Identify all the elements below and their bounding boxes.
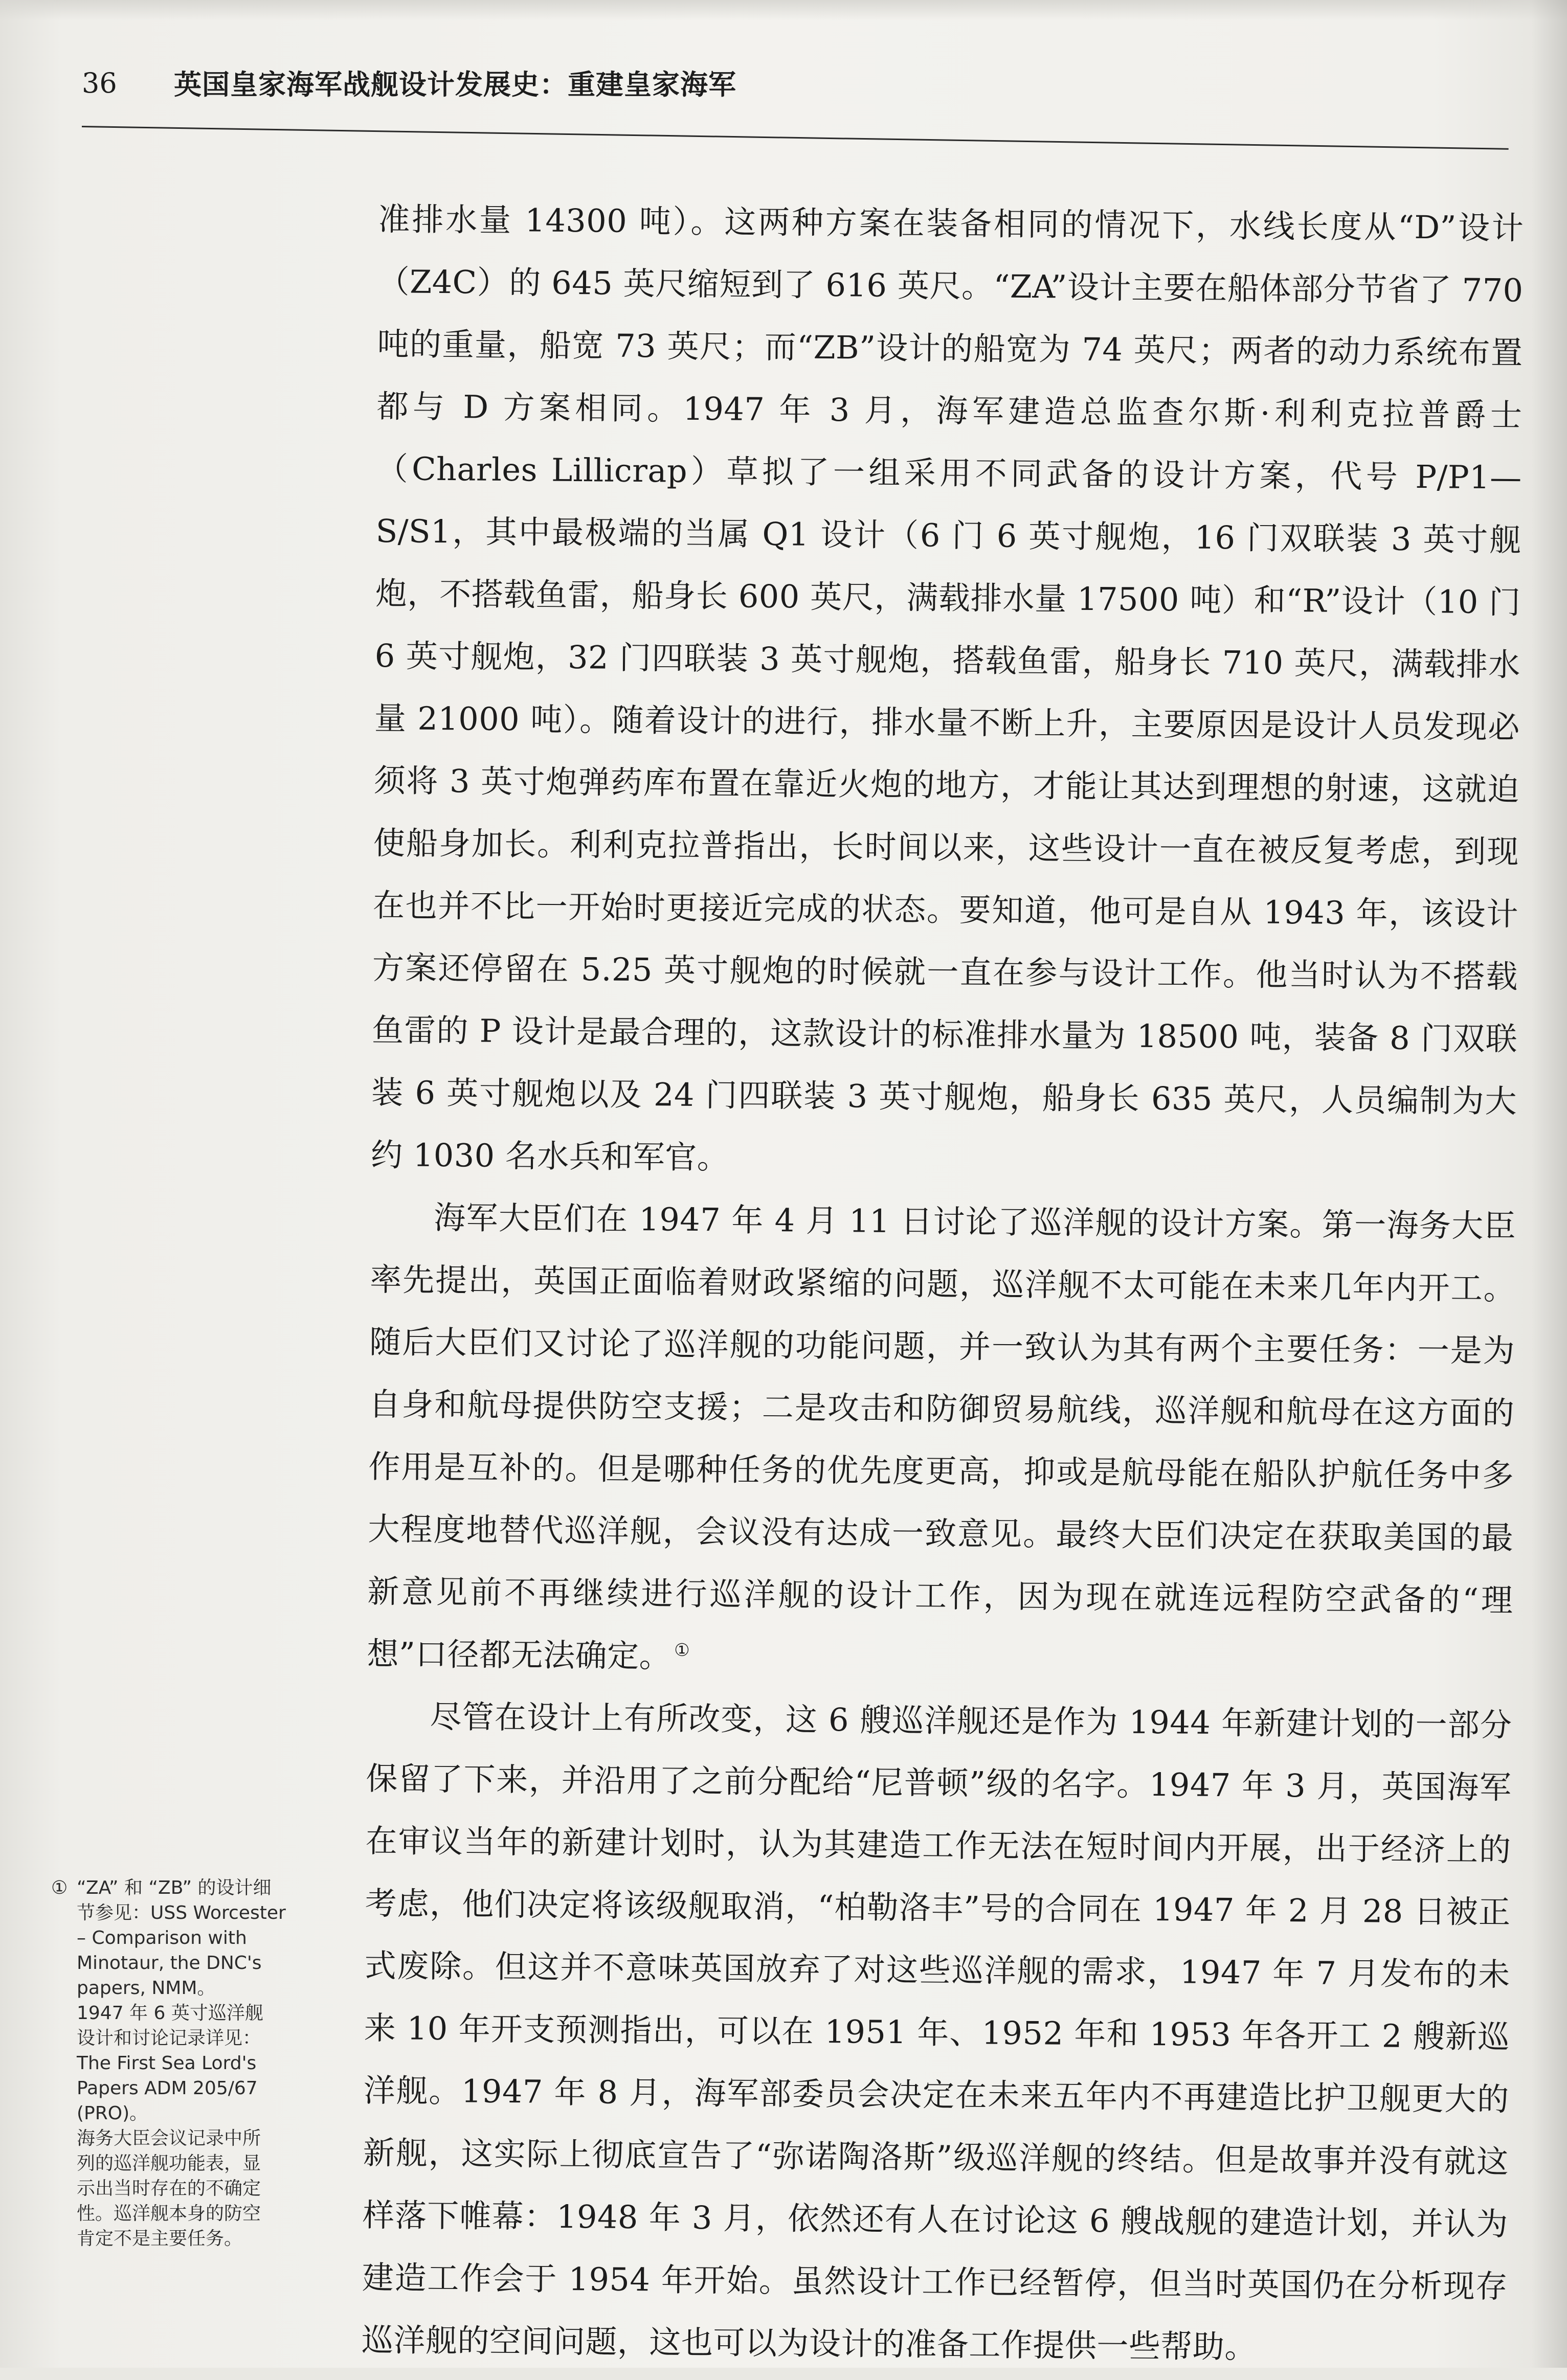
footnote-reference: ① <box>674 1640 690 1661</box>
paragraph-2 <box>367 1186 1516 1694</box>
paragraph-1: 准排水量 14300 吨）。这两种方案在装备相同的情况下，水线长度从“D”设计（Z4C）的 645 英尺缩短到了 616 英尺。“ZA”设计主要在船体部分节省了 770 吨的重量，船宽 73 英尺；而“ZB”设计的船宽为 74 英尺；两者的动力系统布置都与 D 方案相同。1947 年 3 月，海军建造总监查尔斯·利利克拉普爵士（Charles Lillicrap）草拟了一组采用不同武备的设计方案，代号 P/P1—S/S1，其中最极端的当属 Q1 设计（6 门 6 英寸舰炮，16 门双联装 3 英寸舰炮，不搭载鱼雷，船身长 600 英尺，满载排水量 17500 吨）和“R”设计（10 门 6 英寸舰炮，32 门四联装 3 英寸舰炮，搭载鱼雷，船身长 710 英尺，满载排水量 21000 吨）。随着设计的进行，排水量不断上升，主要原因是设计人员发现必须将 3 英寸炮弹药库布置在靠近火炮的地方，才能让其达到理想的射速，这就迫使船身加长。利利克拉普指出，长时间以来，这些设计一直在被反复考虑，到现在也并不比一开始时更接近完成的状态。要知道，他可是自从 1943 年，该设计方案还停留在 5.25 英寸舰炮的时候就一直在参与设计工作。他当时认为不搭载鱼雷的 P 设计是最合理的，这款设计的标准排水量为 18500 吨，装备 8 门双联装 6 英寸舰炮以及 24 门四联装 3 英寸舰炮，船身长 635 英尺，人员编制为大约 1030 名水兵和军官。 <box>370 200 1524 1176</box>
sidenote-line: 1947 年 6 英寸巡洋舰 <box>77 2003 263 2024</box>
sidenote-line: 肯定不是主要任务。 <box>77 2228 243 2249</box>
sidenote-line: ① “ZA” 和 “ZB” 的设计细 <box>51 1875 331 1900</box>
sidenote-line: Minotaur, the DNC's <box>77 1953 262 1974</box>
sidenote-line: papers, NMM。 <box>77 1978 216 1999</box>
sidenote-line: 列的巡洋舰功能表，显 <box>77 2153 261 2174</box>
paragraph-3: 尽管在设计上有所改变，这 6 艘巡洋舰还是作为 1944 年新建计划的一部分保留了下来，并沿用了之前分配给“尼普顿”级的名字。1947 年 3 月，英国海军在审议当年的新建计划时，认为其建造工作无法在短时间内开展，出于经济上的考虑，他们决定将该级舰取消，“柏勒洛丰”号的合同在 1947 年 2 月 28 日被正式废除。但这并不意味英国放弃了对这些巡洋舰的需求，1947 年 7 月发布的未来 10 年开支预测指出，可以在 1951 年、1952 年和 1953 年各开工 2 艘新巡洋舰。1947 年 8 月，海军部委员会决定在未来五年内不再建造比护卫舰更大的新舰，这实际上彻底宣告了“弥诺陶洛斯”级巡洋舰的终结。但是故事并没有就这样落下帷幕：1948 年 3 月，依然还有人在讨论这 6 艘战舰的建造计划，并认为建造工作会于 1954 年开始。虽然设计工作已经暂停，但当时英国仍在分析现存巡洋舰的空间问题，这也可以为设计的准备工作提供一些帮助。 <box>361 1697 1512 2366</box>
sidenote-line: The First Sea Lord's <box>77 2053 257 2074</box>
page-header <box>82 65 1524 122</box>
sidenote-line: 性。巡洋舰本身的防空 <box>77 2203 261 2224</box>
sidenote-line: 示出当时存在的不确定 <box>77 2178 261 2199</box>
spine-shadow <box>1531 0 1567 2368</box>
sidenote-line: 海务大臣会议记录中所 <box>77 2128 261 2149</box>
sidenote-line: 设计和讨论记录详见： <box>77 2028 261 2049</box>
main-text-column <box>361 188 1524 2366</box>
paragraph-2-text: 海军大臣们在 1947 年 4 月 11 日讨论了巡洋舰的设计方案。第一海务大臣率先提出，英国正面临着财政紧缩的问题，巡洋舰不太可能在未来几年内开工。随后大臣们又讨论了巡洋舰的功能问题，并一致认为其有两个主要任务：一是为自身和航母提供防空支援；二是攻击和防御贸易航线，巡洋舰和航母在这方面的作用是互补的。但是哪种任务的优先度更高，抑或是航母能在船队护航任务中多大程度地替代巡洋舰，会议没有达成一致意见。最终大臣们决定在获取美国的最新意见前不再继续进行巡洋舰的设计工作，因为现在就连远程防空武备的“理想”口径都无法确定。 <box>367 1198 1516 1675</box>
sidenote-line: – Comparison with <box>77 1928 247 1948</box>
running-title: 英国皇家海军战舰设计发展史：重建皇家海军 <box>174 68 736 101</box>
sidenote-marker: ① <box>51 1877 68 1898</box>
page-number: 36 <box>82 67 117 99</box>
sidenote-line: 节参见：USS Worcester <box>77 1902 286 1923</box>
page-top-edge <box>0 0 1567 20</box>
sidenote-line: (PRO)。 <box>77 2103 148 2124</box>
sidenote-line: Papers ADM 205/67 <box>77 2078 258 2099</box>
side-footnote <box>51 1875 331 2251</box>
